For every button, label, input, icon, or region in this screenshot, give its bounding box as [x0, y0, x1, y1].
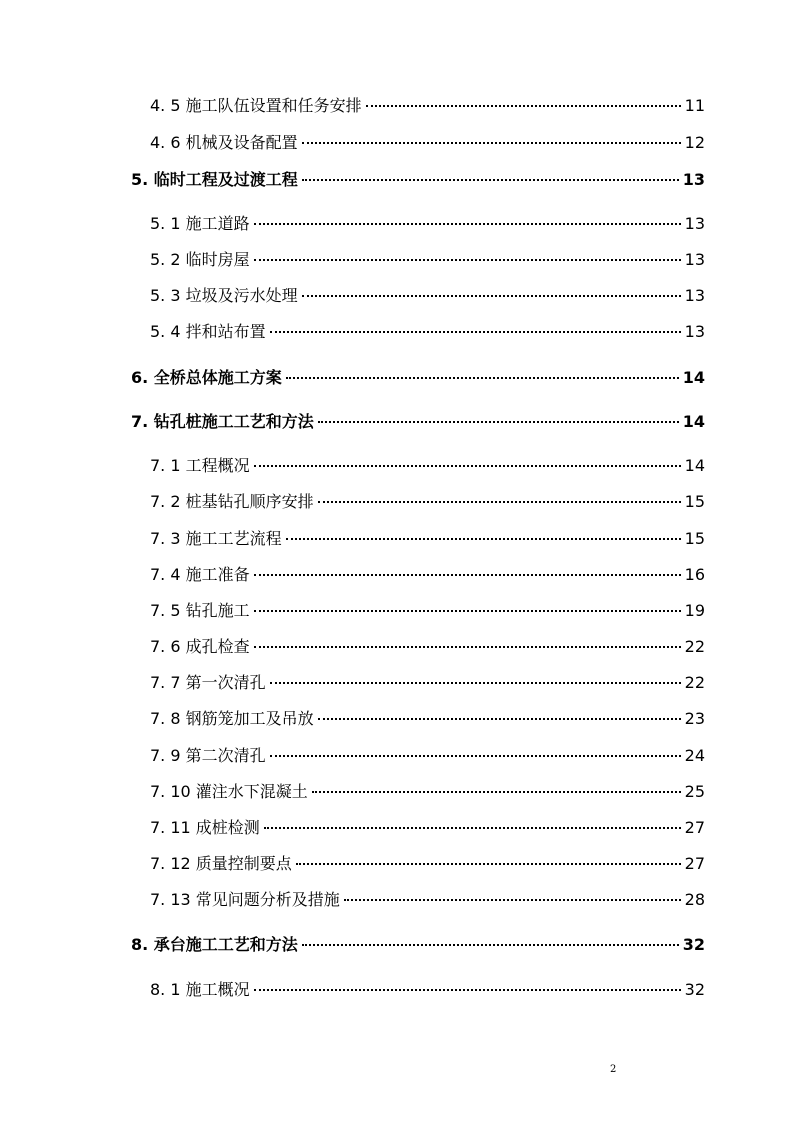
- dot-leader: [270, 682, 681, 684]
- toc-entry-label: 7. 12 质量控制要点: [150, 854, 292, 873]
- toc-entry-label: 7. 2 桩基钻孔顺序安排: [150, 492, 314, 511]
- toc-entry-label: 5. 1 施工道路: [150, 214, 250, 233]
- toc-entry[interactable]: [150, 456, 705, 476]
- toc-entry-page: 13: [684, 214, 705, 233]
- toc-entry-label: 7. 9 第二次清孔: [150, 746, 266, 765]
- toc-entry-page: 22: [684, 673, 705, 692]
- dot-leader: [302, 295, 681, 297]
- toc-entry-label: 7. 8 钢筋笼加工及吊放: [150, 709, 314, 728]
- toc-chapter[interactable]: [131, 368, 705, 388]
- toc-entry[interactable]: [150, 565, 705, 585]
- dot-leader: [302, 142, 681, 144]
- toc-entry-page: 15: [684, 492, 705, 511]
- toc-entry-page: 24: [684, 746, 705, 765]
- dot-leader: [270, 755, 681, 757]
- dot-leader: [254, 465, 681, 467]
- toc-entry-page: 16: [684, 565, 705, 584]
- toc-chapter-label: 7. 钻孔桩施工工艺和方法: [131, 412, 314, 431]
- toc-entry-page: 11: [684, 96, 705, 115]
- toc-entry[interactable]: [150, 133, 705, 153]
- toc-entry[interactable]: [150, 673, 705, 693]
- toc-entry-page: 13: [684, 286, 705, 305]
- toc-entry-label: 8. 1 施工概况: [150, 980, 250, 999]
- dot-leader: [254, 610, 681, 612]
- dot-leader: [344, 899, 681, 901]
- dot-leader: [302, 944, 679, 946]
- page-number: 2: [610, 1064, 617, 1075]
- dot-leader: [254, 646, 681, 648]
- toc-entry-label: 5. 2 临时房屋: [150, 250, 250, 269]
- toc-entry-label: 5. 3 垃圾及污水处理: [150, 286, 298, 305]
- toc-entry-label: 7. 7 第一次清孔: [150, 673, 266, 692]
- toc-chapter-label: 6. 全桥总体施工方案: [131, 368, 282, 387]
- toc-entry-label: 7. 3 施工工艺流程: [150, 529, 282, 548]
- dot-leader: [318, 421, 679, 423]
- toc-chapter-page: 13: [682, 170, 705, 189]
- dot-leader: [312, 791, 681, 793]
- toc-entry-page: 13: [684, 322, 705, 341]
- toc-chapter[interactable]: [131, 935, 705, 955]
- dot-leader: [254, 259, 681, 261]
- dot-leader: [302, 179, 679, 181]
- dot-leader: [366, 105, 681, 107]
- toc-entry[interactable]: [150, 746, 705, 766]
- toc-entry[interactable]: [150, 250, 705, 270]
- toc-entry[interactable]: [150, 214, 705, 234]
- toc-chapter-page: 14: [682, 412, 705, 431]
- toc-entry-label: 7. 4 施工准备: [150, 565, 250, 584]
- toc-entry[interactable]: [150, 818, 705, 838]
- toc-chapter[interactable]: [131, 412, 705, 432]
- dot-leader: [318, 501, 681, 503]
- toc-entry-page: 19: [684, 601, 705, 620]
- toc-chapter-label: 8. 承台施工工艺和方法: [131, 935, 298, 954]
- toc-entry-page: 12: [684, 133, 705, 152]
- toc-chapter[interactable]: [131, 170, 705, 190]
- dot-leader: [318, 718, 681, 720]
- toc-entry-page: 25: [684, 782, 705, 801]
- toc-entry-page: 28: [684, 890, 705, 909]
- toc-chapter-page: 14: [682, 368, 705, 387]
- toc-entry[interactable]: [150, 980, 705, 1000]
- toc-entry-page: 15: [684, 529, 705, 548]
- dot-leader: [270, 331, 681, 333]
- toc-entry[interactable]: [150, 529, 705, 549]
- toc-entry[interactable]: [150, 322, 705, 342]
- toc-entry-label: 7. 13 常见问题分析及措施: [150, 890, 340, 909]
- toc-entry[interactable]: [150, 709, 705, 729]
- toc-entry-page: 27: [684, 854, 705, 873]
- dot-leader: [286, 377, 679, 379]
- dot-leader: [264, 827, 681, 829]
- dot-leader: [286, 538, 681, 540]
- toc-chapter-label: 5. 临时工程及过渡工程: [131, 170, 298, 189]
- toc-entry[interactable]: [150, 96, 705, 116]
- toc-entry[interactable]: [150, 782, 705, 802]
- toc-entry-page: 13: [684, 250, 705, 269]
- toc-entry[interactable]: [150, 492, 705, 512]
- toc-entry-label: 7. 10 灌注水下混凝土: [150, 782, 308, 801]
- toc-entry-page: 23: [684, 709, 705, 728]
- dot-leader: [254, 574, 681, 576]
- toc-entry-label: 7. 11 成桩检测: [150, 818, 260, 837]
- toc-entry-label: 4. 6 机械及设备配置: [150, 133, 298, 152]
- toc-entry-page: 14: [684, 456, 705, 475]
- toc-entry-label: 5. 4 拌和站布置: [150, 322, 266, 341]
- toc-entry[interactable]: [150, 854, 705, 874]
- dot-leader: [254, 223, 681, 225]
- toc-entry[interactable]: [150, 637, 705, 657]
- toc-entry-label: 7. 1 工程概况: [150, 456, 250, 475]
- toc-entry[interactable]: [150, 601, 705, 621]
- toc-chapter-page: 32: [682, 935, 705, 954]
- dot-leader: [296, 863, 681, 865]
- toc-entry-label: 7. 6 成孔检查: [150, 637, 250, 656]
- toc-entry-page: 22: [684, 637, 705, 656]
- dot-leader: [254, 989, 681, 991]
- toc-entry[interactable]: [150, 890, 705, 910]
- toc-entry-label: 4. 5 施工队伍设置和任务安排: [150, 96, 362, 115]
- toc-entry-page: 27: [684, 818, 705, 837]
- toc-entry[interactable]: [150, 286, 705, 306]
- toc-entry-page: 32: [684, 980, 705, 999]
- toc-entry-label: 7. 5 钻孔施工: [150, 601, 250, 620]
